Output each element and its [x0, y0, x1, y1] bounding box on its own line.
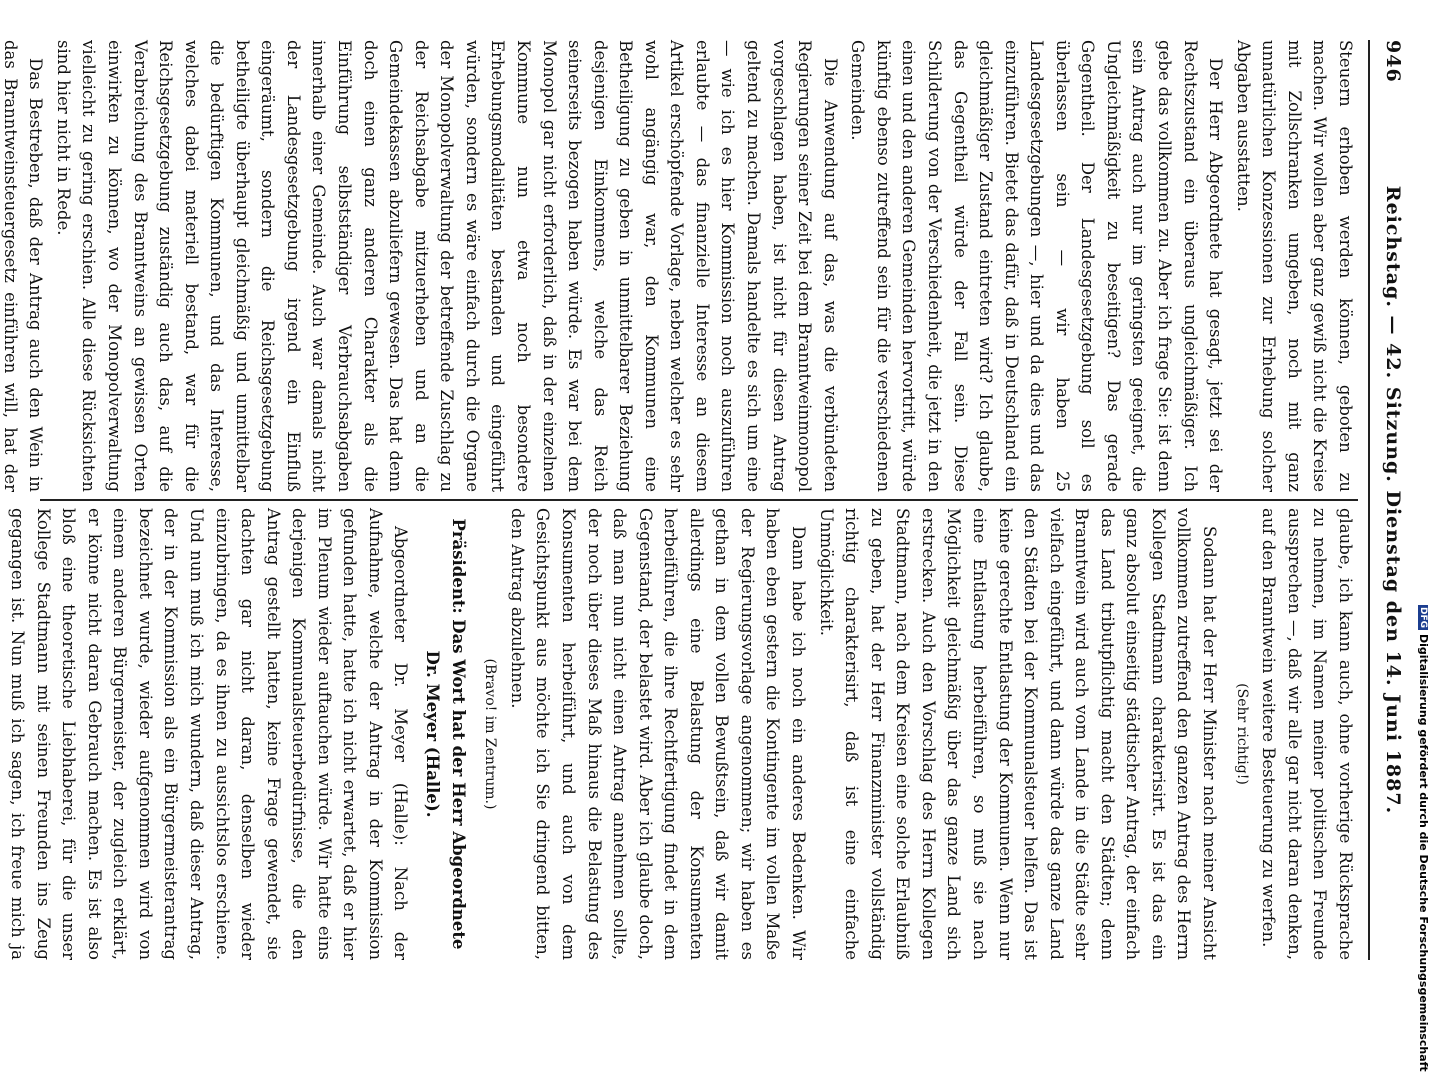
- paragraph: Abgeordneter Dr. Meyer (Halle): Nach der Aufnahme, welche der Antrag in der Kommission gefunden hatte, hatte ich nicht erwartet, daß er hier im Plenum wieder auftauchen würde. Wir hatte eins derjenigen Kommunalsteuerbedürfnisse, die den Antrag gestellt hatten, keine Frage gewendet, sie dachten gar nicht daran, denselben wieder einzubringen, da es ihnen zu aussichtslos erschiene. Und nun muß ich mich wundern, daß dieser Antrag, der in der Kommission als ein Bürgermeisterantrag bezeichnet wurde, wieder aufgenommen wird von einem anderen Bürgermeister, der zugleich erklärt, er könne nicht daran Gebrauch machen. Es ist also bloß eine theoretische Liebhaberei, für die unser Kollege Stadtmann mit seinen Freunden ins Zeug gegangen ist. Nun muß ich sagen, ich freue mich ja: [8, 508, 411, 960]
- paragraph: glaube, ich kann auch, ohne vorherige Rücksprache zu nehmen, im Namen meiner politischen Freunde aussprechen —, daß wir alle gar nicht daran denken, auf den Branntwein weitere Besteuerung zu werfen.: [1259, 508, 1355, 960]
- paragraph: Der Herr Abgeordnete hat gesagt, jetzt sei der Rechtszustand ein überaus ungleichmäßiger. Ich gebe das vollkommen zu. Aber ich frage Sie: ist denn sein Antrag auch nur im geringsten geeignet, die Ungleichmäßigkeit zu beseitigen? Das gerade Gegentheil. Der Landesgesetzgebung soll es überlassen sein — wir haben 25 Landesgesetzgebungen —, hier und da dies und das einzuführen. Bietet das dafür, daß in Deutschland ein gleichmäßiger Zustand eintreten wird? Ich glaube, das Gegentheil würde der Fall sein. Diese Schilderung von der Verschiedenheit, die jetzt in den einen und den anderen Gemeinden hervortritt, würde künftig ebenso zutreffend sein für die verschiedenen Gemeinden.: [848, 40, 1226, 492]
- header-rule: [1368, 40, 1370, 960]
- interjection: (Bravo! im Zentrum.): [482, 658, 499, 810]
- paragraph: Die Anwendung auf das, was die verbündeten Regierungen seiner Zeit bei dem Branntweinmonopol vorgeschlagen haben, ist nicht für diesen Antrag geltend zu machen. Damals handelte es sich um eine — wie ich es hier Kommission noch auszuführen erlaubte — das finanzielle Interesse an diesem Artikel erschöpfende Vorlage, neben welcher es sehr wohl angängig war, den Kommunen eine Betheiligung zu geben in unmittelbarer Beziehung desjenigen Einkommens, welche das Reich seinerseits bezogen haben würde. Es war bei dem Monopol gar nicht erforderlich, daß in der einzelnen Kommune nun etwa noch besondere Erhebungsmodalitäten bestanden und eingeführt würden, sondern es wäre einfach durch die Organe der Monopolverwaltung der betreffende Zuschlag zu der Reichsabgabe mitzuerheben und an die Gemeindekassen abzuliefern gewesen. Das hat denn doch einen ganz anderen Charakter als die Einführung selbstständiger Verbrauchsabgaben innerhalb einer Gemeinde. Auch war damals nicht der Landesgesetzgebung irgend ein Einfluß eingeräumt, sondern die Reichsgesetzgebung betheiligte überhaupt gleichmäßig und unmittelbar die bedürftigen Kommunen, und das Interesse, welches dabei materiell bestand, war für die Reichsgesetzgebung zuständig auch das, auf die Verabreichung des Branntweins an gewissen Orten einwirken zu können, wo der Monopolverwaltung vielleicht zu gering erschien. Alle diese Rücksichten sind hier nicht in Rede.: [53, 40, 840, 492]
- page-header: [1374, 40, 1404, 960]
- right-column: [8, 508, 1358, 960]
- running-title: Reichstag. — 42. Sitzung. Dienstag den 14. Juni 1887.: [1382, 185, 1404, 815]
- column-divider: [40, 499, 1358, 501]
- paragraph: Dann habe ich noch ein anderes Bedenken. Wir haben eben gestern die Kontingente im vollen Maße der Regierungsvorlage angenommen; wir haben es gethan in dem vollen Bewußtsein, daß wir damit allerdings eine Belastung der Konsumenten herbeiführen, die ihre Rechtfertigung findet in dem Gegenstand, der belastet wird. Aber ich glaube doch, daß man nun nicht einen Antrag annehmen sollte, der noch über dieses Maß hinaus die Belastung des Konsumenten herbeiführt, und auch von dem Gesichtspunkt aus möchte ich Sie dringend bitten, den Antrag abzulehnen.: [507, 508, 809, 960]
- page-number: 946: [1382, 40, 1404, 83]
- dfg-logo: DFG: [1418, 607, 1428, 629]
- left-column: [0, 40, 1358, 492]
- interjection: (Sehr richtig!): [1233, 683, 1250, 785]
- paragraph: Das Bestreben, daß der Antrag auch den Wein in das Branntweinsteuergesetz einführen will, hat der: [0, 40, 46, 492]
- paragraph: Sodann hat der Herr Minister nach meiner Ansicht vollkommen zutreffend den ganzen Antrag des Herrn Kollegen Stadtmann charakterisirt. Es ist das ein ganz absolut einseitig städtischer Antrag, der einfach das Land tributpflichtig macht den Städten; denn Branntwein wird auch vom Lande in die Städte sehr vielfach eingeführt, und dann würde das ganze Land den Städten bei der Kommunalsteuer helfen. Das ist keine gerechte Entlastung der Kommunen. Wenn nur eine Entlastung herbeiführen, so muß sie nach Möglichkeit gleichmäßig über das ganze Land sich erstrecken. Auch den Vorschlag des Herrn Kollegen Stadtmann, nach dem Kreisen eine solche Erlaubniß zu geben, hat der Herr Finanzminister vollständig richtig charakterisirt, daß ist eine einfache Unmöglichkeit.: [816, 508, 1220, 960]
- attribution-strip: [1414, 0, 1432, 1072]
- attribution-line: [1417, 605, 1430, 1072]
- attribution-text: Digitalisierung gefördert durch die Deutsche Forschungsgemeinschaft: [1417, 634, 1430, 1072]
- paragraph: Steuern erhoben werden können, geboten zu machen. Wir wollen aber ganz gewiß nicht die Kreise mit Zollschranken umgeben, noch mit ganz unnatürlichen Konzessionen zur Erhebung solcher Abgaben ausstatten.: [1233, 40, 1355, 492]
- speaker-line: Präsident: Das Wort hat der Herr Abgeordnete Dr. Meyer (Halle).: [423, 518, 468, 950]
